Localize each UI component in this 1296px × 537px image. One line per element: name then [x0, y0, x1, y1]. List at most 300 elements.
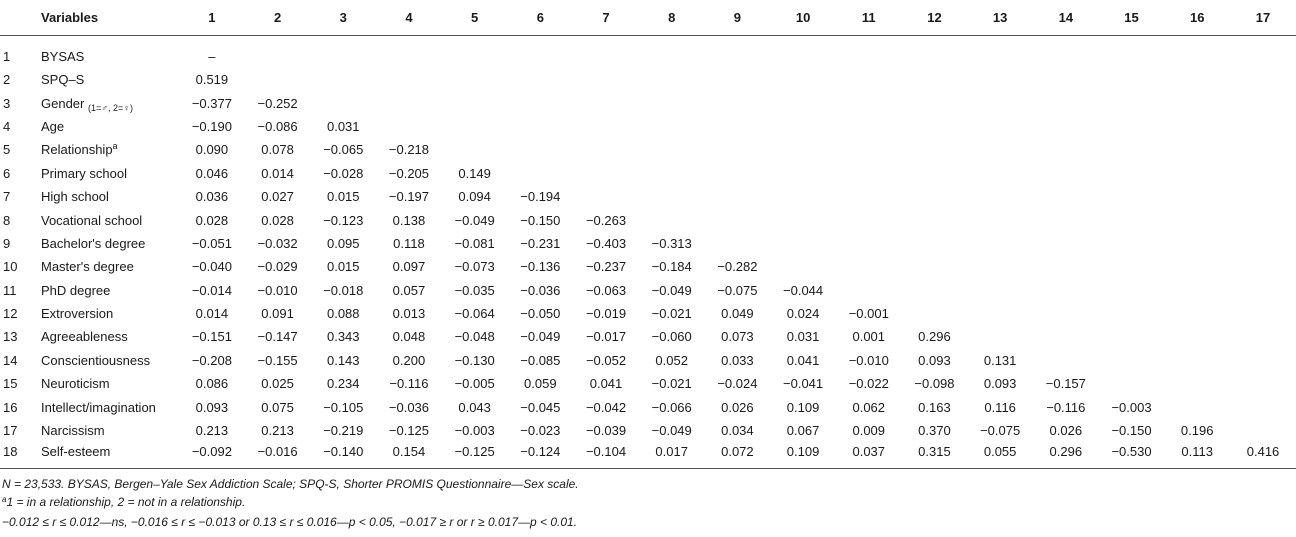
correlation-cell [1099, 372, 1165, 395]
table-row [0, 68, 1296, 91]
correlation-cell: −0.092 [191, 444, 232, 460]
correlation-cell [573, 68, 639, 91]
correlation-cell [902, 115, 968, 138]
correlation-cell [967, 115, 1033, 138]
correlation-cell: 0.138 [392, 212, 426, 228]
correlation-cell [1164, 255, 1230, 278]
correlation-cell [902, 232, 968, 255]
column-header: 10 [770, 0, 836, 35]
correlation-cell: −0.041 [783, 376, 824, 392]
correlation-cell [1164, 395, 1230, 418]
correlation-cell [1099, 279, 1165, 302]
correlation-cell: 0.028 [261, 212, 294, 228]
correlation-cell [376, 91, 442, 114]
correlation-cell [705, 35, 771, 68]
correlation-cell: 0.315 [918, 444, 951, 460]
correlation-cell: 0.118 [393, 235, 425, 251]
correlation-cell: 0.093 [983, 376, 1017, 392]
variable-name-text: BYSAS [41, 49, 85, 65]
table-header-row [0, 0, 1296, 35]
correlation-cell: 0.073 [721, 329, 754, 345]
correlation-cell: 0.015 [326, 189, 360, 205]
column-header: 16 [1164, 0, 1230, 35]
correlation-cell: −0.073 [454, 259, 495, 275]
correlation-cell [902, 279, 968, 302]
correlation-cell: 0.200 [392, 352, 426, 368]
variable-name-text: Agreeableness [41, 329, 128, 345]
correlation-cell: −0.184 [651, 259, 692, 275]
table-row [0, 302, 1296, 325]
correlation-cell: 0.109 [786, 399, 820, 415]
correlation-cell: −0.218 [388, 142, 430, 158]
correlation-cell [1164, 35, 1230, 68]
correlation-cell [1033, 255, 1099, 278]
table-body [0, 35, 1296, 466]
correlation-cell [1230, 419, 1296, 442]
variable-name-text: SPQ–S [41, 72, 85, 88]
correlation-cell [442, 115, 508, 138]
variable-name [41, 35, 179, 68]
correlation-cell: −0.045 [520, 399, 561, 415]
correlation-cell [836, 232, 902, 255]
variable-name [41, 255, 179, 278]
correlation-cell [1230, 35, 1296, 68]
correlation-cell [310, 35, 376, 68]
correlation-cell: −0.116 [389, 376, 429, 392]
variable-name-text: Master's degree [41, 259, 134, 275]
variable-name [41, 232, 179, 255]
correlation-cell [705, 91, 771, 114]
correlation-cell: −0.010 [257, 282, 298, 298]
correlation-cell [1164, 349, 1230, 372]
correlation-cell [967, 255, 1033, 278]
column-header: 4 [376, 0, 442, 35]
correlation-cell: 0.014 [261, 165, 294, 181]
correlation-cell [1033, 185, 1099, 208]
column-header: 14 [1033, 0, 1099, 35]
correlation-cell: 0.001 [852, 329, 886, 345]
correlation-cell: 0.143 [326, 352, 360, 368]
correlation-cell [1164, 232, 1230, 255]
correlation-cell [1099, 115, 1165, 138]
correlation-cell: 0.163 [918, 399, 951, 415]
correlation-cell [1033, 162, 1099, 185]
correlation-cell [902, 255, 968, 278]
correlation-cell: −0.032 [257, 235, 298, 251]
correlation-cell [1164, 279, 1230, 302]
table-row [0, 91, 1296, 114]
correlation-cell: −0.036 [388, 399, 430, 415]
correlation-cell [836, 115, 902, 138]
correlation-cell: 0.149 [458, 165, 491, 181]
variable-name [41, 115, 179, 138]
correlation-cell: −0.050 [520, 306, 561, 322]
correlation-cell: 0.017 [655, 444, 688, 460]
correlation-cell: −0.001 [848, 306, 889, 322]
correlation-cell: −0.377 [191, 95, 232, 111]
correlation-cell: −0.125 [388, 423, 430, 439]
correlation-cell [1033, 232, 1099, 255]
correlation-cell [1230, 255, 1296, 278]
table-row [0, 115, 1296, 138]
correlation-cell: −0.208 [191, 352, 232, 368]
correlation-cell [902, 138, 968, 161]
variable-superscript: a [112, 141, 118, 152]
variable-name-text: Vocational school [41, 212, 143, 228]
variable-name-text: Conscientiousness [41, 352, 151, 368]
correlation-cell [573, 91, 639, 114]
correlation-cell [770, 255, 836, 278]
correlation-cell [1230, 138, 1296, 161]
correlation-cell: 0.049 [721, 306, 754, 322]
correlation-cell: −0.104 [585, 444, 627, 460]
correlation-cell: 0.048 [392, 329, 426, 345]
row-number: 12 [3, 306, 18, 322]
correlation-cell: 0.093 [195, 399, 229, 415]
correlation-cell: 0.416 [1246, 444, 1280, 460]
correlation-cell: 0.154 [392, 444, 426, 460]
correlation-cell: −0.403 [585, 235, 627, 251]
variable-name [41, 395, 179, 418]
variable-name [41, 208, 179, 231]
column-header: 11 [836, 0, 902, 35]
column-header: 12 [902, 0, 968, 35]
correlation-cell [902, 91, 968, 114]
correlation-cell [1033, 279, 1099, 302]
correlation-cell: 0.026 [1049, 423, 1083, 439]
column-header: 5 [442, 0, 508, 35]
correlation-cell [902, 302, 968, 325]
correlation-cell: 0.015 [326, 259, 360, 275]
correlation-cell: −0.018 [323, 282, 364, 298]
correlation-cell [1230, 395, 1296, 418]
variable-name-text: Neuroticism [41, 376, 110, 392]
correlation-cell [639, 35, 705, 68]
correlation-cell: −0.130 [454, 352, 495, 368]
correlation-cell [376, 68, 442, 91]
correlation-cell [967, 185, 1033, 208]
correlation-cell: – [208, 49, 216, 65]
correlation-cell [836, 208, 902, 231]
note-line-2 [2, 493, 1296, 513]
correlation-cell [310, 68, 376, 91]
correlation-cell: −0.019 [585, 306, 627, 322]
correlation-cell [507, 91, 573, 114]
correlation-cell [1230, 372, 1296, 395]
table-row [0, 395, 1296, 418]
correlation-cell [1230, 185, 1296, 208]
correlation-cell [836, 162, 902, 185]
correlation-cell: 0.090 [195, 142, 229, 158]
correlation-cell [573, 138, 639, 161]
variable-name-text: Intellect/imagination [41, 399, 156, 415]
correlation-cell: 0.234 [326, 376, 360, 392]
correlation-cell: 0.062 [852, 399, 886, 415]
note-line-3: −0.012 ≤ r ≤ 0.012—ns, −0.016 ≤ r ≤ −0.013 or 0.13 ≤ r ≤ 0.016—p < 0.05, −0.017 ≥ r or r ≥ 0.017—p < 0.01. [2, 514, 578, 529]
correlation-cell [507, 115, 573, 138]
correlation-cell: 0.213 [261, 423, 294, 439]
correlation-cell: 0.370 [918, 423, 951, 439]
correlation-cell [770, 35, 836, 68]
variables-header: Variables [0, 0, 179, 35]
correlation-cell [967, 162, 1033, 185]
correlation-cell: −0.313 [651, 235, 692, 251]
correlation-cell: −0.123 [323, 212, 364, 228]
correlation-cell: −0.039 [585, 423, 627, 439]
variable-name-text: Self-esteem [41, 444, 111, 460]
table-row [0, 349, 1296, 372]
correlation-cell: −0.530 [1111, 444, 1152, 460]
correlation-cell [376, 115, 442, 138]
correlation-cell: −0.010 [848, 352, 889, 368]
correlation-cell [1099, 91, 1165, 114]
row-number: 13 [3, 329, 18, 345]
note-line-2-text: 1 = in a relationship, 2 = not in a relationship. [6, 494, 246, 509]
correlation-cell: −0.049 [651, 423, 692, 439]
correlation-cell: −0.282 [717, 259, 758, 275]
table-row [0, 419, 1296, 442]
correlation-cell: 0.057 [392, 282, 426, 298]
correlation-cell: 0.033 [721, 352, 754, 368]
variable-name [41, 372, 179, 395]
table-row [0, 162, 1296, 185]
correlation-cell [1164, 185, 1230, 208]
variable-name-text: High school [41, 189, 109, 205]
correlation-cell [1033, 302, 1099, 325]
correlation-cell [902, 68, 968, 91]
table-row [0, 35, 1296, 68]
correlation-cell [1230, 232, 1296, 255]
table-row [0, 138, 1296, 161]
note-superscript: a [2, 494, 7, 504]
correlation-cell [770, 91, 836, 114]
correlation-cell: −0.194 [520, 189, 561, 205]
correlation-cell: 0.094 [458, 189, 491, 205]
correlation-cell: 0.031 [326, 118, 360, 134]
variable-name-text: Narcissism [41, 423, 105, 439]
correlation-cell [507, 68, 573, 91]
table-notes [0, 469, 1296, 531]
correlation-cell [573, 162, 639, 185]
correlation-cell: 0.196 [1180, 423, 1214, 439]
correlation-cell: −0.021 [651, 376, 692, 392]
correlation-cell [1099, 68, 1165, 91]
correlation-cell [967, 232, 1033, 255]
correlation-cell: 0.088 [326, 306, 360, 322]
correlation-cell [1230, 115, 1296, 138]
correlation-cell: −0.005 [454, 376, 495, 392]
correlation-cell: 0.095 [326, 235, 360, 251]
correlation-cell: 0.091 [261, 306, 294, 322]
correlation-cell: 0.036 [195, 189, 229, 205]
correlation-cell: −0.155 [257, 352, 298, 368]
correlation-cell: 0.041 [589, 376, 623, 392]
correlation-cell: −0.190 [191, 118, 232, 134]
correlation-cell [1033, 115, 1099, 138]
row-number: 14 [3, 352, 18, 368]
correlation-cell [770, 185, 836, 208]
correlation-cell [967, 302, 1033, 325]
correlation-cell [639, 162, 705, 185]
column-header: 13 [967, 0, 1033, 35]
correlation-cell [1164, 302, 1230, 325]
correlation-cell: 0.027 [261, 189, 294, 205]
correlation-cell: −0.205 [388, 165, 430, 181]
correlation-cell: −0.116 [1046, 399, 1086, 415]
correlation-cell [1230, 302, 1296, 325]
variable-name-text: PhD degree [41, 282, 111, 298]
correlation-cell: −0.049 [454, 212, 495, 228]
correlation-cell [836, 35, 902, 68]
correlation-cell: −0.022 [848, 376, 889, 392]
table-row [0, 232, 1296, 255]
correlation-cell: 0.067 [786, 423, 820, 439]
correlation-cell: −0.040 [191, 259, 232, 275]
correlation-cell [639, 68, 705, 91]
correlation-cell: 0.028 [195, 212, 229, 228]
correlation-cell: −0.029 [257, 259, 298, 275]
correlation-cell: −0.021 [651, 306, 692, 322]
correlation-cell: 0.343 [326, 329, 360, 345]
correlation-cell [1164, 325, 1230, 348]
correlation-cell [573, 115, 639, 138]
correlation-cell: 0.131 [983, 352, 1017, 368]
row-number: 5 [3, 142, 11, 158]
correlation-cell: −0.085 [520, 352, 561, 368]
correlation-cell [1099, 162, 1165, 185]
correlation-cell [770, 138, 836, 161]
correlation-cell [1033, 349, 1099, 372]
correlation-cell [836, 255, 902, 278]
column-header: 17 [1230, 0, 1296, 35]
correlation-cell: −0.252 [257, 95, 298, 111]
correlation-cell: −0.023 [520, 423, 561, 439]
row-number: 6 [3, 165, 11, 181]
variable-name [41, 349, 179, 372]
column-header: 9 [705, 0, 771, 35]
row-number: 1 [3, 49, 11, 65]
correlation-cell: 0.026 [721, 399, 754, 415]
correlation-cell [1033, 35, 1099, 68]
variable-name-text: Relationship [41, 142, 113, 158]
row-number: 2 [3, 72, 11, 88]
column-header: 1 [179, 0, 245, 35]
correlation-cell [770, 162, 836, 185]
correlation-cell [442, 91, 508, 114]
note-line-1: N = 23,533. BYSAS, Bergen–Yale Sex Addiction Scale; SPQ-S, Shorter PROMIS Questionnaire—Sex scale. [2, 476, 579, 491]
variable-name [41, 68, 179, 91]
correlation-cell: −0.125 [454, 444, 495, 460]
correlation-cell: −0.157 [1045, 376, 1086, 392]
row-number: 18 [3, 444, 18, 460]
correlation-cell: −0.003 [1111, 399, 1152, 415]
column-header: 8 [639, 0, 705, 35]
correlation-cell: −0.263 [585, 212, 627, 228]
table-row [0, 185, 1296, 208]
correlation-cell [442, 138, 508, 161]
correlation-cell: 0.116 [984, 399, 1016, 415]
correlation-cell: −0.086 [257, 118, 298, 134]
correlation-cell: 0.078 [261, 142, 294, 158]
correlation-cell [573, 185, 639, 208]
correlation-cell [770, 68, 836, 91]
column-header: 15 [1099, 0, 1165, 35]
correlation-cell: 0.031 [786, 329, 820, 345]
table-row [0, 372, 1296, 395]
correlation-cell: 0.034 [721, 423, 754, 439]
row-number: 3 [3, 95, 11, 111]
correlation-cell: 0.213 [195, 423, 229, 439]
correlation-cell: −0.066 [651, 399, 692, 415]
correlation-cell [1164, 115, 1230, 138]
correlation-cell: 0.041 [786, 352, 820, 368]
correlation-cell: 0.013 [392, 306, 426, 322]
correlation-cell [639, 208, 705, 231]
correlation-cell: −0.049 [651, 282, 692, 298]
correlation-cell: −0.219 [323, 423, 364, 439]
row-number: 17 [3, 423, 18, 439]
correlation-cell [770, 208, 836, 231]
variable-name-text: Gender [41, 95, 85, 111]
correlation-cell [967, 325, 1033, 348]
correlation-cell [245, 68, 311, 91]
correlation-cell [376, 35, 442, 68]
correlation-cell: −0.017 [585, 329, 627, 345]
correlation-cell: −0.237 [585, 259, 627, 275]
correlation-cell [770, 232, 836, 255]
correlation-cell [705, 115, 771, 138]
column-header: 3 [310, 0, 376, 35]
correlation-cell [507, 138, 573, 161]
correlation-cell [1099, 138, 1165, 161]
correlation-cell [1164, 68, 1230, 91]
correlation-cell [1099, 302, 1165, 325]
variable-name [41, 325, 179, 348]
correlation-cell [1099, 255, 1165, 278]
row-number: 8 [3, 212, 11, 228]
correlation-cell [705, 208, 771, 231]
correlation-cell: −0.060 [651, 329, 692, 345]
correlation-cell [1099, 185, 1165, 208]
correlation-cell: 0.075 [261, 399, 294, 415]
correlation-cell [770, 115, 836, 138]
correlation-cell [1099, 349, 1165, 372]
correlation-cell: 0.025 [261, 376, 294, 392]
correlation-cell [967, 138, 1033, 161]
correlation-cell [310, 91, 376, 114]
row-number: 16 [3, 399, 18, 415]
correlation-cell [1099, 232, 1165, 255]
correlation-cell [1033, 91, 1099, 114]
correlation-cell [1033, 138, 1099, 161]
correlation-cell: −0.014 [191, 282, 232, 298]
correlation-cell: −0.052 [585, 352, 627, 368]
correlation-cell [967, 68, 1033, 91]
correlation-cell: −0.035 [454, 282, 495, 298]
correlation-cell [1164, 162, 1230, 185]
correlation-cell [836, 185, 902, 208]
variable-name-text: Bachelor's degree [41, 235, 146, 251]
correlation-cell [1033, 68, 1099, 91]
correlation-cell [705, 232, 771, 255]
variable-name [41, 279, 179, 302]
correlation-cell: 0.296 [918, 329, 951, 345]
correlation-cell: −0.049 [520, 329, 561, 345]
correlation-cell: −0.150 [520, 212, 561, 228]
correlation-cell [442, 68, 508, 91]
correlation-cell [1230, 208, 1296, 231]
correlation-cell: −0.044 [783, 282, 824, 298]
